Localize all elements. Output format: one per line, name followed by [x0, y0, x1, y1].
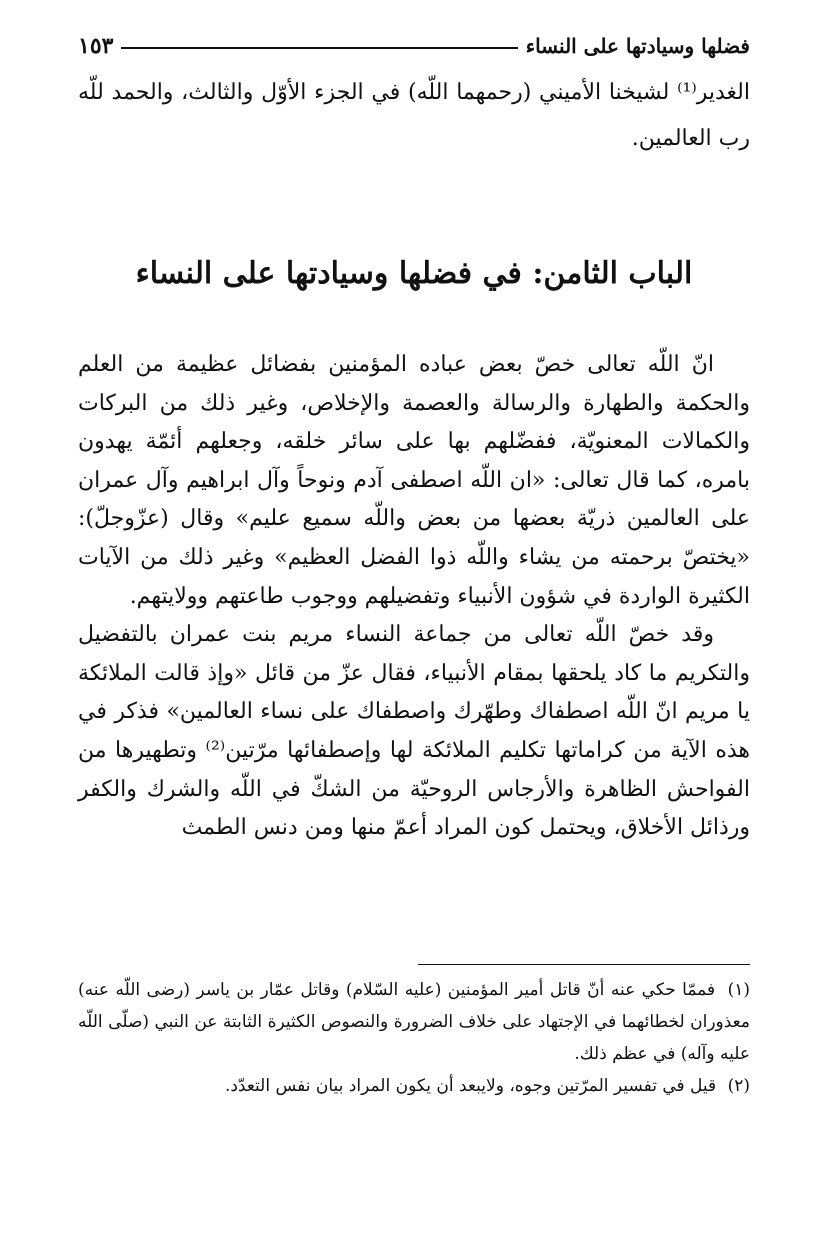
- running-header: [78, 28, 750, 64]
- body-paragraph: انّ اللّه تعالى خصّ بعض عباده المؤمنين بفضائل عظيمة من العلم والحكمة والطهارة والرسالة والعصمة والإخلاص، وغير ذلك من البركات والكمالات المعنويّة، ففضّلهم بها على سائر خلقه، وجعلهم أئمّة يهدون بامره، كما قال تعالى: «ان اللّه اصطفى آدم ونوحاً وآل ابراهيم وآل عمران على العالمين ذريّة بعضها من بعض واللّه سميع عليم» وقال (عزّوجلّ): «يختصّ برحمته من يشاء واللّه ذوا الفضل العظيم» وغير ذلك من الآيات الكثيرة الواردة في شؤون الأنبياء وتفضيلهم ووجوب طاعتهم وولايتهم.: [78, 352, 750, 609]
- footnotes: [78, 974, 750, 1102]
- body-text: [78, 346, 750, 848]
- page-number: ١٥٣: [78, 33, 114, 59]
- chapter-title: الباب الثامن: في فضلها وسيادتها على النساء: [135, 256, 693, 291]
- footnote-text: قيل في تفسير المرّتين وجوه، ولايبعد أن يكون المراد بيان نفس التعدّد.: [224, 1076, 717, 1096]
- header-rule: [121, 47, 517, 49]
- footnote-marker: (١): [727, 980, 751, 1000]
- footnote-separator: [418, 964, 750, 965]
- running-title: فضلها وسيادتها على النساء: [525, 34, 750, 58]
- footnote: [78, 1070, 750, 1102]
- body-paragraph: وقد خصّ اللّه تعالى من جماعة النساء مريم بنت عمران بالتفضيل والتكريم ما كاد يلحقها بمقام الأنبياء، فقال عزّ من قائل «وإذ قالت الملائكة يا مريم انّ اللّه اصطفاك وطهّرك واصطفاك على نساء العالمين» فذكر في هذه الآية من كراماتها تكليم الملائكة لها وإصطفائها مرّتين⁽²⁾ وتطهيرها من الفواحش الظاهرة والأرجاس الروحيّة من الشكّ في اللّه والشرك والكفر ورذائل الأخلاق، ويحتمل كون المراد أعمّ منها ومن دنس الطمث: [78, 622, 751, 841]
- footnote: [78, 974, 750, 1070]
- continuation-paragraph: الغدير⁽¹⁾ لشيخنا الأميني (رحمهما اللّه) في الجزء الأوّل والثالث، والحمد للّه رب العالمين.: [78, 80, 750, 151]
- footnote-text: فممّا حكي عنه أنّ قاتل أمير المؤمنين (عليه السّلام) وقاتل عمّار بن ياسر (رضى اللّه عنه) معذوران لخطائهما في الإجتهاد على خلاف الضرورة والنصوص الكثيرة الثابتة عن النبي (صلّى اللّه عليه وآله) في عظم ذلك.: [78, 980, 750, 1064]
- footnote-marker: (٢): [727, 1076, 750, 1096]
